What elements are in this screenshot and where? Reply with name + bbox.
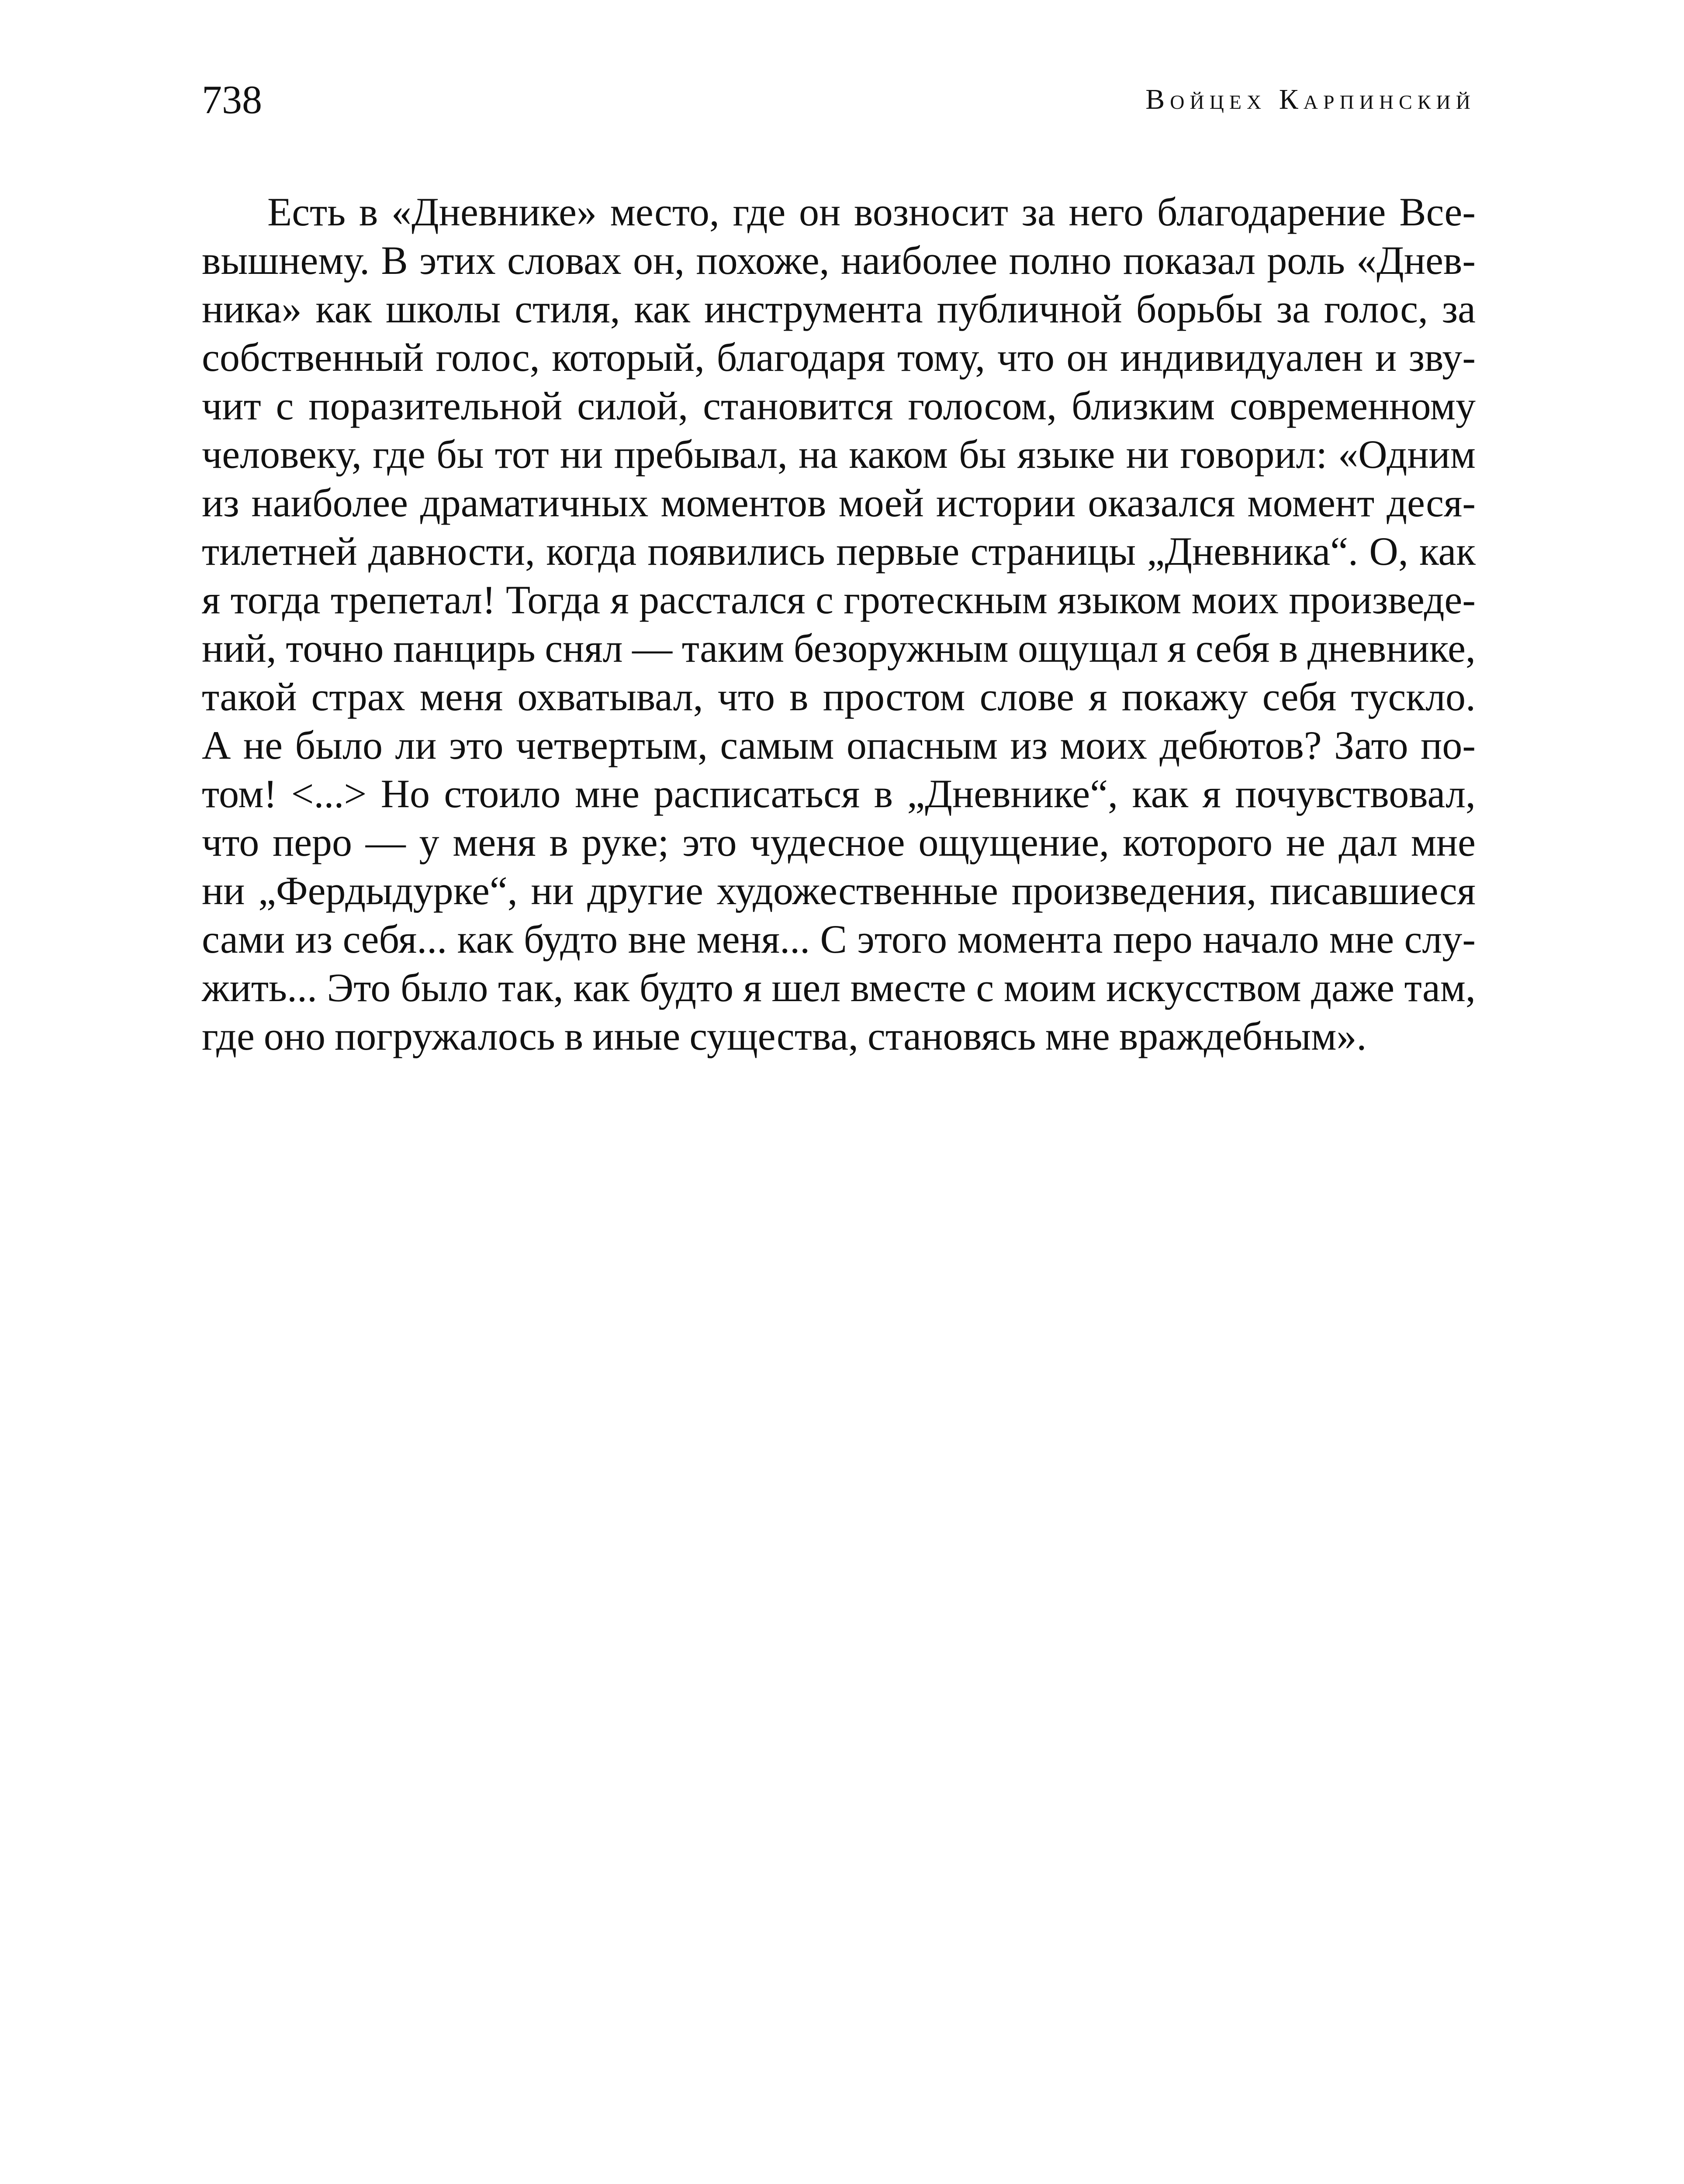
text-line: ни „Фердыдурке“, ни другие художественные произведения, писавшиеся: [202, 868, 1476, 913]
text-line: такой страх меня охватывал, что в простом слове я покажу себя тускло.: [202, 674, 1476, 719]
text-line: что перо — у меня в руке; это чудесное ощущение, которого не дал мне: [202, 820, 1476, 864]
text-line: жить... Это было так, как будто я шел вместе с моим искусством даже там,: [202, 965, 1476, 1010]
running-author-name: Войцех Карпинский: [1145, 83, 1476, 115]
text-line: А не было ли это четвертым, самым опасным из моих дебютов? Зато по-: [202, 723, 1476, 767]
text-line: том! <...> Но стоило мне расписаться в „Дневнике“, как я почувствовал,: [202, 771, 1476, 816]
text-line: ника» как школы стиля, как инструмента публичной борьбы за голос, за: [202, 287, 1476, 331]
text-line: где оно погружалось в иные существа, становясь мне враждебным».: [202, 1014, 1367, 1058]
text-line: Есть в «Дневнике» место, где он возносит за него благодарение Все-: [267, 190, 1476, 234]
body-paragraph: [202, 188, 1476, 1061]
running-header: [202, 73, 1476, 126]
text-line: я тогда трепетал! Тогда я расстался с гротескным языком моих произведе-: [202, 577, 1476, 622]
text-line: вышнему. В этих словах он, похоже, наиболее полно показал роль «Днев-: [202, 238, 1476, 283]
text-line: чит с поразительной силой, становится голосом, близким современному: [202, 384, 1476, 428]
text-line: ний, точно панцирь снял — таким безоружным ощущал я себя в дневнике,: [202, 626, 1476, 670]
text-line: сами из себя... как будто вне меня... С этого момента перо начало мне слу-: [202, 917, 1476, 961]
text-line: собственный голос, который, благодаря тому, что он индивидуален и зву-: [202, 335, 1476, 380]
text-line: человеку, где бы тот ни пребывал, на каком бы языке ни говорил: «Одним: [202, 432, 1476, 477]
page-number: 738: [202, 77, 262, 122]
text-line: из наиболее драматичных моментов моей истории оказался момент деся-: [202, 480, 1476, 525]
text-line: тилетней давности, когда появились первые страницы „Дневника“. О, как: [202, 529, 1476, 574]
